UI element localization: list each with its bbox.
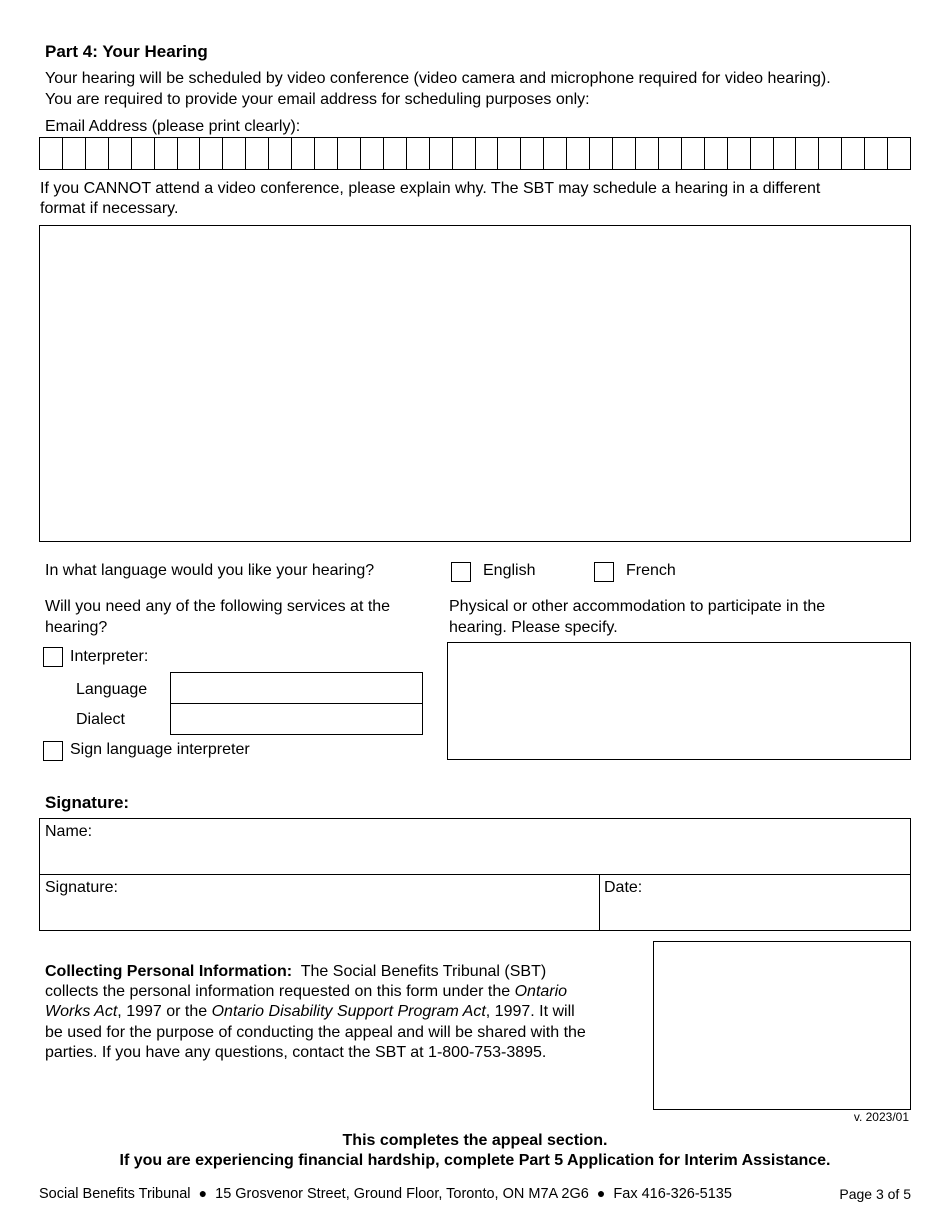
email-char-cell[interactable] (476, 138, 499, 169)
email-char-cell[interactable] (796, 138, 819, 169)
privacy-line-3-mid: , 1997 or the (117, 1003, 212, 1021)
email-char-cell[interactable] (590, 138, 613, 169)
accommodation-field[interactable] (447, 642, 911, 760)
interpreter-language-field[interactable] (170, 672, 423, 704)
email-char-cell[interactable] (292, 138, 315, 169)
signature-table (39, 818, 911, 931)
email-char-cell[interactable] (40, 138, 63, 169)
email-char-cell[interactable] (888, 138, 910, 169)
interpreter-dialect-field[interactable] (170, 703, 423, 735)
email-char-cell[interactable] (751, 138, 774, 169)
email-char-cell[interactable] (132, 138, 155, 169)
privacy-line-3-end: , 1997. It will (485, 1003, 575, 1021)
cannot-attend-line-1: If you CANNOT attend a video conference, please explain why. The SBT may schedule a hearing in a different (40, 180, 821, 197)
privacy-notice (45, 962, 645, 1063)
part4-heading: Part 4: Your Hearing (45, 42, 208, 61)
date-label: Date: (604, 879, 643, 896)
privacy-act-ontario: Ontario (514, 983, 568, 1001)
language-question: In what language would you like your hearing? (45, 562, 375, 579)
english-label: English (483, 562, 536, 579)
email-char-cell[interactable] (636, 138, 659, 169)
closing-line-1: This completes the appeal section. (342, 1132, 608, 1149)
services-question-line-1: Will you need any of the following services at the (45, 598, 391, 615)
intro-line-2: You are required to provide your email address for scheduling purposes only: (45, 91, 590, 108)
email-char-cell[interactable] (246, 138, 269, 169)
email-char-cell[interactable] (865, 138, 888, 169)
email-char-cell[interactable] (544, 138, 567, 169)
email-label: Email Address (please print clearly): (45, 118, 301, 135)
name-label: Name: (45, 823, 93, 840)
services-question-line-2: hearing? (45, 619, 108, 636)
french-label: French (626, 562, 676, 579)
email-address-field[interactable] (39, 137, 911, 170)
email-char-cell[interactable] (705, 138, 728, 169)
footer-separator-2: ● (596, 1185, 606, 1201)
english-checkbox[interactable] (451, 562, 471, 582)
email-char-cell[interactable] (315, 138, 338, 169)
email-char-cell[interactable] (109, 138, 132, 169)
cannot-attend-line-2: format if necessary. (40, 200, 179, 217)
email-char-cell[interactable] (819, 138, 842, 169)
privacy-title: Collecting Personal Information: (45, 963, 293, 980)
interpreter-checkbox[interactable] (43, 647, 63, 667)
closing-line-2: If you are experiencing financial hardship, complete Part 5 Application for Interim Assistance. (119, 1152, 831, 1169)
email-char-cell[interactable] (407, 138, 430, 169)
footer-separator-1: ● (198, 1185, 208, 1201)
footer-fax: Fax 416-326-5135 (613, 1186, 732, 1202)
email-char-cell[interactable] (361, 138, 384, 169)
signature-field[interactable] (40, 875, 599, 930)
french-checkbox[interactable] (594, 562, 614, 582)
privacy-line-4: be used for the purpose of conducting the appeal and will be shared with the (45, 1023, 586, 1041)
privacy-line-5: parties. If you have any questions, contact the SBT at 1-800-753-3895. (45, 1043, 547, 1061)
date-field[interactable] (600, 875, 910, 930)
footer-address-line (39, 1183, 732, 1205)
email-char-cell[interactable] (613, 138, 636, 169)
cannot-attend-explanation-field[interactable] (39, 225, 911, 542)
interpreter-language-label: Language (76, 681, 148, 698)
signature-heading: Signature: (45, 793, 130, 812)
email-char-cell[interactable] (659, 138, 682, 169)
email-char-cell[interactable] (567, 138, 590, 169)
page-number: Page 3 of 5 (839, 1186, 911, 1202)
footer-org: Social Benefits Tribunal (39, 1186, 191, 1202)
email-char-cell[interactable] (269, 138, 292, 169)
email-char-cell[interactable] (453, 138, 476, 169)
email-char-cell[interactable] (498, 138, 521, 169)
email-char-cell[interactable] (728, 138, 751, 169)
privacy-line-2: collects the personal information requested on this form under the (45, 983, 515, 1001)
email-char-cell[interactable] (200, 138, 223, 169)
email-char-cell[interactable] (63, 138, 86, 169)
email-char-cell[interactable] (842, 138, 865, 169)
accommodation-question-line-2: hearing. Please specify. (449, 619, 618, 636)
email-char-cell[interactable] (178, 138, 201, 169)
interpreter-label: Interpreter: (70, 648, 149, 665)
email-char-cell[interactable] (384, 138, 407, 169)
email-char-cell[interactable] (774, 138, 797, 169)
email-char-cell[interactable] (223, 138, 246, 169)
email-char-cell[interactable] (682, 138, 705, 169)
accommodation-question-line-1: Physical or other accommodation to participate in the (449, 598, 826, 615)
privacy-line-1: The Social Benefits Tribunal (SBT) (300, 963, 547, 980)
email-char-cell[interactable] (430, 138, 453, 169)
intro-line-1: Your hearing will be scheduled by video conference (video camera and microphone required for video hearing). (45, 70, 831, 87)
sign-language-checkbox[interactable] (43, 741, 63, 761)
privacy-act-works: Works Act (45, 1003, 118, 1021)
sign-language-label: Sign language interpreter (70, 741, 250, 758)
email-char-cell[interactable] (521, 138, 544, 169)
email-char-cell[interactable] (155, 138, 178, 169)
email-char-cell[interactable] (338, 138, 361, 169)
name-field[interactable] (40, 819, 910, 874)
email-char-cell[interactable] (86, 138, 109, 169)
interpreter-dialect-label: Dialect (76, 711, 125, 728)
privacy-act-odsp: Ontario Disability Support Program Act (211, 1003, 486, 1021)
office-stamp-box (653, 941, 911, 1110)
signature-label: Signature: (45, 879, 118, 896)
version-label: v. 2023/01 (853, 1110, 909, 1124)
footer-address: 15 Grosvenor Street, Ground Floor, Toronto, ON M7A 2G6 (215, 1186, 589, 1202)
